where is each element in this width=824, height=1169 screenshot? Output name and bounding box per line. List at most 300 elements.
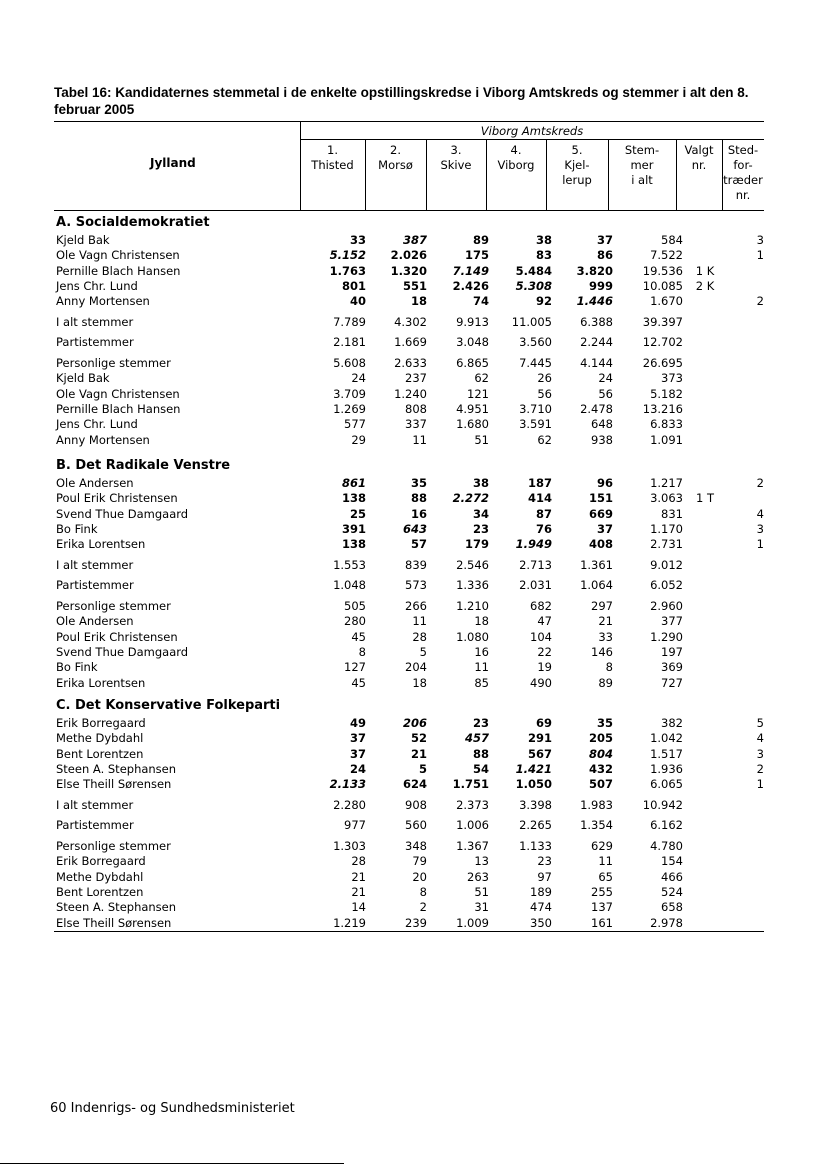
page-footer: 60 Indenrigs- og Sundhedsministeriet [50, 1101, 295, 1116]
candidate-row [54, 747, 764, 762]
cell-district-1: 280 [344, 614, 366, 629]
cell-total: 524 [661, 885, 683, 899]
cell-district-1: 2.280 [333, 797, 366, 812]
cell-district-4: 490 [530, 675, 552, 690]
cell-district-3: 175 [464, 248, 489, 263]
row-label: Erik Borregaard [56, 854, 146, 869]
cell-total: 1.170 [650, 521, 683, 536]
cell-district-5: 65 [598, 869, 613, 884]
cell-total: 39.397 [642, 314, 683, 329]
cell-total: 12.702 [642, 335, 683, 350]
cell-district-5: 2.478 [580, 402, 613, 416]
table-bottom-rule [54, 931, 764, 932]
cell-district-3: 16 [474, 645, 489, 659]
cell-stedfortraeder: 3 [756, 746, 764, 761]
row-label: Ole Vagn Christensen [56, 386, 180, 401]
cell-district-2: 206 [402, 716, 427, 730]
row-label: Bent Lorentzen [56, 746, 144, 761]
cell-district-5: 297 [591, 599, 613, 614]
cell-total: 466 [661, 869, 683, 884]
cell-district-1: 3.709 [333, 386, 366, 401]
personal-votes-row [54, 356, 764, 371]
cell-district-2: 204 [405, 660, 427, 675]
cell-district-1: 391 [341, 521, 366, 536]
cell-district-2: 8 [419, 885, 427, 899]
row-label: Personlige stemmer [56, 599, 171, 614]
cell-district-5: 151 [588, 491, 613, 506]
page-edge-line [0, 1163, 344, 1164]
cell-district-2: 16 [410, 506, 427, 521]
cell-district-3: 62 [474, 371, 489, 386]
cell-district-3: 51 [474, 885, 489, 899]
cell-district-2: 348 [405, 839, 427, 854]
cell-district-5: 255 [591, 885, 613, 899]
cell-district-3: 34 [472, 506, 489, 521]
page-title: Tabel 16: Kandidaternes stemmetal i de enkelte opstillingskredse i Viborg Amtskreds og stemmer i alt den 8. februar 2005 [54, 85, 749, 117]
cell-district-1: 5.608 [333, 356, 366, 371]
row-label: Personlige stemmer [56, 356, 171, 371]
cell-district-1: 977 [344, 818, 366, 833]
cell-district-1: 2.133 [329, 777, 366, 792]
cell-district-5: 507 [588, 777, 613, 792]
cell-district-5: 205 [588, 731, 613, 746]
cell-district-5: 96 [596, 476, 613, 490]
cell-total: 13.216 [642, 402, 683, 416]
cell-district-3: 13 [474, 854, 489, 869]
total-row [54, 315, 764, 330]
row-label: Pernille Blach Hansen [56, 402, 181, 416]
row-label: I alt stemmer [56, 797, 134, 812]
cell-total: 1.042 [650, 731, 683, 746]
cell-district-1: 1.553 [333, 557, 366, 572]
cell-district-3: 4.951 [456, 402, 489, 416]
cell-district-1: 21 [351, 869, 366, 884]
cell-district-1: 25 [349, 506, 366, 521]
cell-district-4: 5.308 [515, 278, 552, 293]
cell-valgt: 1 T [696, 491, 714, 506]
cell-total: 5.182 [650, 386, 683, 401]
row-label: Bo Fink [56, 660, 98, 675]
cell-district-3: 18 [474, 614, 489, 629]
cell-district-2: 2 [419, 900, 427, 915]
row-label: Erika Lorentsen [56, 537, 146, 552]
cell-district-3: 11 [474, 660, 489, 675]
cell-district-1: 49 [349, 716, 366, 730]
cell-district-4: 56 [537, 386, 552, 401]
cell-district-1: 14 [351, 900, 366, 915]
cell-district-2: 11 [412, 614, 427, 629]
cell-district-5: 35 [596, 716, 613, 730]
cell-district-3: 88 [472, 746, 489, 761]
cell-district-5: 11 [598, 854, 613, 869]
cell-district-4: 22 [537, 645, 552, 659]
cell-district-1: 1.763 [329, 263, 366, 278]
cell-total: 2.978 [650, 915, 683, 930]
cell-stedfortraeder: 3 [756, 233, 764, 247]
row-label: Poul Erik Christensen [56, 629, 178, 644]
cell-district-4: 104 [530, 629, 552, 644]
row-label: Methe Dybdahl [56, 731, 144, 746]
cell-district-1: 801 [341, 278, 366, 293]
cell-total: 377 [661, 614, 683, 629]
cell-district-4: 62 [537, 432, 552, 447]
cell-district-3: 31 [474, 900, 489, 915]
row-label: Jens Chr. Lund [56, 417, 138, 432]
cell-district-5: 1.446 [576, 294, 613, 309]
column-header-1: 1. Thisted [311, 143, 354, 172]
cell-district-4: 291 [527, 731, 552, 746]
cell-district-4: 1.133 [519, 839, 552, 854]
cell-district-4: 26 [537, 371, 552, 386]
cell-district-5: 8 [605, 660, 613, 675]
personal-candidate-row [54, 433, 764, 448]
cell-district-5: 89 [598, 675, 613, 690]
cell-district-5: 629 [591, 839, 613, 854]
cell-total: 154 [661, 854, 683, 869]
header-rule [300, 139, 764, 140]
cell-stedfortraeder: 1 [756, 248, 764, 263]
candidate-row [54, 777, 764, 792]
cell-district-1: 138 [341, 537, 366, 552]
cell-district-1: 29 [351, 432, 366, 447]
cell-total: 26.695 [642, 356, 683, 371]
cell-district-5: 6.388 [580, 314, 613, 329]
cell-stedfortraeder: 1 [756, 777, 764, 792]
cell-district-4: 97 [537, 869, 552, 884]
cell-district-3: 2.272 [452, 491, 489, 506]
cell-district-5: 938 [591, 432, 613, 447]
cell-district-2: 808 [405, 402, 427, 416]
cell-district-5: 999 [588, 278, 613, 293]
cell-district-2: 35 [410, 476, 427, 490]
cell-total: 6.052 [650, 578, 683, 593]
cell-district-4: 567 [527, 746, 552, 761]
cell-district-3: 7.149 [452, 263, 489, 278]
cell-district-3: 23 [472, 521, 489, 536]
cell-total: 6.162 [650, 818, 683, 833]
cell-district-2: 18 [412, 675, 427, 690]
cell-district-2: 88 [410, 491, 427, 506]
cell-district-5: 37 [596, 521, 613, 536]
cell-district-3: 1.367 [456, 839, 489, 854]
total-row [54, 558, 764, 573]
cell-district-2: 5 [419, 645, 427, 659]
cell-district-2: 387 [402, 233, 427, 247]
cell-district-5: 4.144 [580, 356, 613, 371]
cell-district-1: 28 [351, 854, 366, 869]
candidate-row [54, 522, 764, 537]
cell-district-3: 51 [474, 432, 489, 447]
cell-total: 1.290 [650, 629, 683, 644]
cell-district-5: 21 [598, 614, 613, 629]
row-label: Pernille Blach Hansen [56, 263, 181, 278]
cell-district-2: 79 [412, 854, 427, 869]
cell-district-5: 146 [591, 645, 613, 659]
header-rule [54, 210, 764, 211]
cell-district-4: 87 [535, 506, 552, 521]
cell-district-4: 350 [530, 915, 552, 930]
cell-total: 1.936 [650, 761, 683, 776]
cell-district-5: 432 [588, 761, 613, 776]
cell-total: 373 [661, 371, 683, 386]
personal-candidate-row [54, 417, 764, 432]
cell-stedfortraeder: 2 [756, 294, 764, 309]
row-label: Erika Lorentsen [56, 675, 146, 690]
personal-candidate-row [54, 870, 764, 885]
cell-district-4: 187 [527, 476, 552, 490]
row-label: Ole Vagn Christensen [56, 248, 180, 263]
cell-total: 6.065 [650, 777, 683, 792]
cell-total: 369 [661, 660, 683, 675]
candidate-row [54, 731, 764, 746]
section-heading: A. Socialdemokratiet [56, 215, 210, 230]
cell-district-2: 52 [410, 731, 427, 746]
cell-district-3: 2.373 [456, 797, 489, 812]
row-label: I alt stemmer [56, 314, 134, 329]
cell-total: 727 [661, 675, 683, 690]
candidate-row [54, 507, 764, 522]
row-label: Kjeld Bak [56, 371, 110, 386]
cell-district-4: 92 [535, 294, 552, 309]
cell-district-2: 573 [405, 578, 427, 593]
cell-district-1: 40 [349, 294, 366, 309]
cell-stedfortraeder: 4 [756, 731, 764, 746]
personal-candidate-row [54, 614, 764, 629]
cell-valgt: 1 K [695, 263, 715, 278]
candidate-row [54, 762, 764, 777]
cell-district-4: 1.421 [515, 761, 552, 776]
cell-stedfortraeder: 2 [756, 761, 764, 776]
column-header-3: 3. Skive [440, 143, 472, 172]
cell-total: 9.012 [650, 557, 683, 572]
cell-district-1: 24 [351, 371, 366, 386]
row-label: Ole Andersen [56, 614, 134, 629]
cell-district-2: 1.669 [394, 335, 427, 350]
party-votes-row [54, 335, 764, 350]
cell-district-1: 1.048 [333, 578, 366, 593]
cell-district-4: 2.031 [519, 578, 552, 593]
cell-district-3: 2.546 [456, 557, 489, 572]
row-label: Kjeld Bak [56, 233, 110, 247]
cell-district-4: 47 [537, 614, 552, 629]
cell-total: 10.085 [642, 278, 683, 293]
row-label: Bo Fink [56, 521, 98, 536]
candidate-row [54, 476, 764, 491]
personal-votes-row [54, 599, 764, 614]
row-label: Anny Mortensen [56, 294, 150, 309]
cell-total: 3.063 [650, 491, 683, 506]
row-label: Else Theill Sørensen [56, 777, 172, 792]
cell-district-3: 179 [464, 537, 489, 552]
cell-stedfortraeder: 5 [756, 716, 764, 730]
cell-district-1: 1.269 [333, 402, 366, 416]
candidate-row [54, 294, 764, 309]
column-header-4: 4. Viborg [497, 143, 535, 172]
cell-district-2: 20 [412, 869, 427, 884]
cell-district-4: 189 [530, 885, 552, 899]
cell-district-4: 69 [535, 716, 552, 730]
cell-district-5: 37 [596, 233, 613, 247]
cell-district-1: 8 [358, 645, 366, 659]
cell-district-2: 57 [410, 537, 427, 552]
row-label: Partistemmer [56, 335, 134, 350]
row-label: Jens Chr. Lund [56, 278, 138, 293]
cell-district-1: 33 [349, 233, 366, 247]
cell-district-1: 7.789 [333, 314, 366, 329]
cell-district-2: 2.633 [394, 356, 427, 371]
row-label: Partistemmer [56, 818, 134, 833]
column-header-2: 2. Morsø [378, 143, 413, 172]
cell-district-4: 3.560 [519, 335, 552, 350]
cell-district-4: 1.949 [515, 537, 552, 552]
cell-district-2: 908 [405, 797, 427, 812]
cell-total: 7.522 [650, 248, 683, 263]
personal-candidate-row [54, 387, 764, 402]
cell-district-3: 1.080 [456, 629, 489, 644]
cell-district-2: 266 [405, 599, 427, 614]
cell-stedfortraeder: 3 [756, 521, 764, 536]
cell-district-2: 643 [402, 521, 427, 536]
candidate-row [54, 537, 764, 552]
cell-district-5: 56 [598, 386, 613, 401]
cell-district-2: 28 [412, 629, 427, 644]
cell-district-1: 138 [341, 491, 366, 506]
row-label: Ole Andersen [56, 476, 134, 490]
cell-district-2: 18 [410, 294, 427, 309]
personal-candidate-row [54, 885, 764, 900]
cell-district-1: 45 [351, 629, 366, 644]
cell-total: 382 [661, 716, 683, 730]
cell-district-4: 2.265 [519, 818, 552, 833]
cell-district-5: 1.354 [580, 818, 613, 833]
column-header-8: Sted- for- træder nr. [723, 143, 763, 202]
cell-district-2: 337 [405, 417, 427, 432]
cell-district-2: 2.026 [390, 248, 427, 263]
cell-district-1: 21 [351, 885, 366, 899]
cell-district-5: 33 [598, 629, 613, 644]
cell-district-4: 11.005 [511, 314, 552, 329]
row-label: Anny Mortensen [56, 432, 150, 447]
table-top-rule [54, 121, 764, 122]
cell-district-3: 3.048 [456, 335, 489, 350]
cell-district-4: 5.484 [515, 263, 552, 278]
cell-total: 2.731 [650, 537, 683, 552]
row-label: Partistemmer [56, 578, 134, 593]
cell-total: 1.091 [650, 432, 683, 447]
row-label: Svend Thue Damgaard [56, 506, 189, 521]
cell-district-1: 1.219 [333, 915, 366, 930]
cell-district-3: 6.865 [456, 356, 489, 371]
cell-total: 4.780 [650, 839, 683, 854]
cell-stedfortraeder: 2 [756, 476, 764, 490]
section-heading: B. Det Radikale Venstre [56, 458, 231, 473]
cell-total: 6.833 [650, 417, 683, 432]
cell-district-4: 474 [530, 900, 552, 915]
cell-district-4: 3.710 [519, 402, 552, 416]
cell-district-5: 137 [591, 900, 613, 915]
cell-district-2: 21 [410, 746, 427, 761]
cell-district-2: 624 [402, 777, 427, 792]
row-label: Steen A. Stephansen [56, 900, 177, 915]
cell-district-2: 11 [412, 432, 427, 447]
cell-district-1: 861 [341, 476, 366, 490]
cell-district-5: 86 [596, 248, 613, 263]
cell-district-2: 839 [405, 557, 427, 572]
cell-district-3: 1.210 [456, 599, 489, 614]
cell-district-3: 263 [467, 869, 489, 884]
cell-district-2: 1.240 [394, 386, 427, 401]
cell-district-5: 3.820 [576, 263, 613, 278]
column-header-7: Valgt nr. [684, 143, 714, 172]
cell-district-1: 1.303 [333, 839, 366, 854]
row-label: I alt stemmer [56, 557, 134, 572]
row-label-header: Jylland [150, 156, 196, 170]
cell-district-3: 9.913 [456, 314, 489, 329]
row-label: Bent Lorentzen [56, 885, 144, 899]
cell-district-4: 414 [527, 491, 552, 506]
cell-district-3: 54 [472, 761, 489, 776]
cell-district-2: 4.302 [394, 314, 427, 329]
row-label: Erik Borregaard [56, 716, 146, 730]
cell-total: 584 [661, 233, 683, 247]
row-label: Personlige stemmer [56, 839, 171, 854]
cell-district-2: 560 [405, 818, 427, 833]
cell-district-4: 1.050 [515, 777, 552, 792]
cell-district-2: 5 [418, 761, 427, 776]
cell-total: 2.960 [650, 599, 683, 614]
cell-total: 1.670 [650, 294, 683, 309]
cell-total: 19.536 [642, 263, 683, 278]
personal-candidate-row [54, 371, 764, 386]
cell-district-5: 1.983 [580, 797, 613, 812]
cell-district-1: 127 [344, 660, 366, 675]
cell-district-4: 3.591 [519, 417, 552, 432]
candidate-row [54, 716, 764, 731]
cell-district-3: 457 [464, 731, 489, 746]
cell-district-5: 804 [588, 746, 613, 761]
candidate-row [54, 279, 764, 294]
cell-district-3: 1.336 [456, 578, 489, 593]
cell-district-1: 45 [351, 675, 366, 690]
personal-candidate-row [54, 900, 764, 915]
cell-district-3: 1.006 [456, 818, 489, 833]
total-row [54, 798, 764, 813]
cell-district-3: 121 [467, 386, 489, 401]
candidate-row [54, 248, 764, 263]
cell-total: 658 [661, 900, 683, 915]
cell-district-3: 1.009 [456, 915, 489, 930]
cell-district-4: 7.445 [519, 356, 552, 371]
cell-total: 197 [661, 645, 683, 659]
cell-total: 831 [661, 506, 683, 521]
cell-district-4: 19 [537, 660, 552, 675]
cell-total: 10.942 [642, 797, 683, 812]
column-header-6: Stem- mer i alt [624, 143, 660, 187]
cell-district-5: 24 [598, 371, 613, 386]
cell-stedfortraeder: 1 [756, 537, 764, 552]
cell-district-4: 23 [537, 854, 552, 869]
row-label: Else Theill Sørensen [56, 915, 172, 930]
cell-valgt: 2 K [695, 278, 715, 293]
cell-district-3: 1.751 [452, 777, 489, 792]
candidate-row [54, 233, 764, 248]
cell-district-1: 37 [349, 731, 366, 746]
personal-candidate-row [54, 402, 764, 417]
cell-district-4: 76 [535, 521, 552, 536]
cell-district-2: 551 [402, 278, 427, 293]
section-heading: C. Det Konservative Folkeparti [56, 698, 281, 713]
personal-candidate-row [54, 854, 764, 869]
